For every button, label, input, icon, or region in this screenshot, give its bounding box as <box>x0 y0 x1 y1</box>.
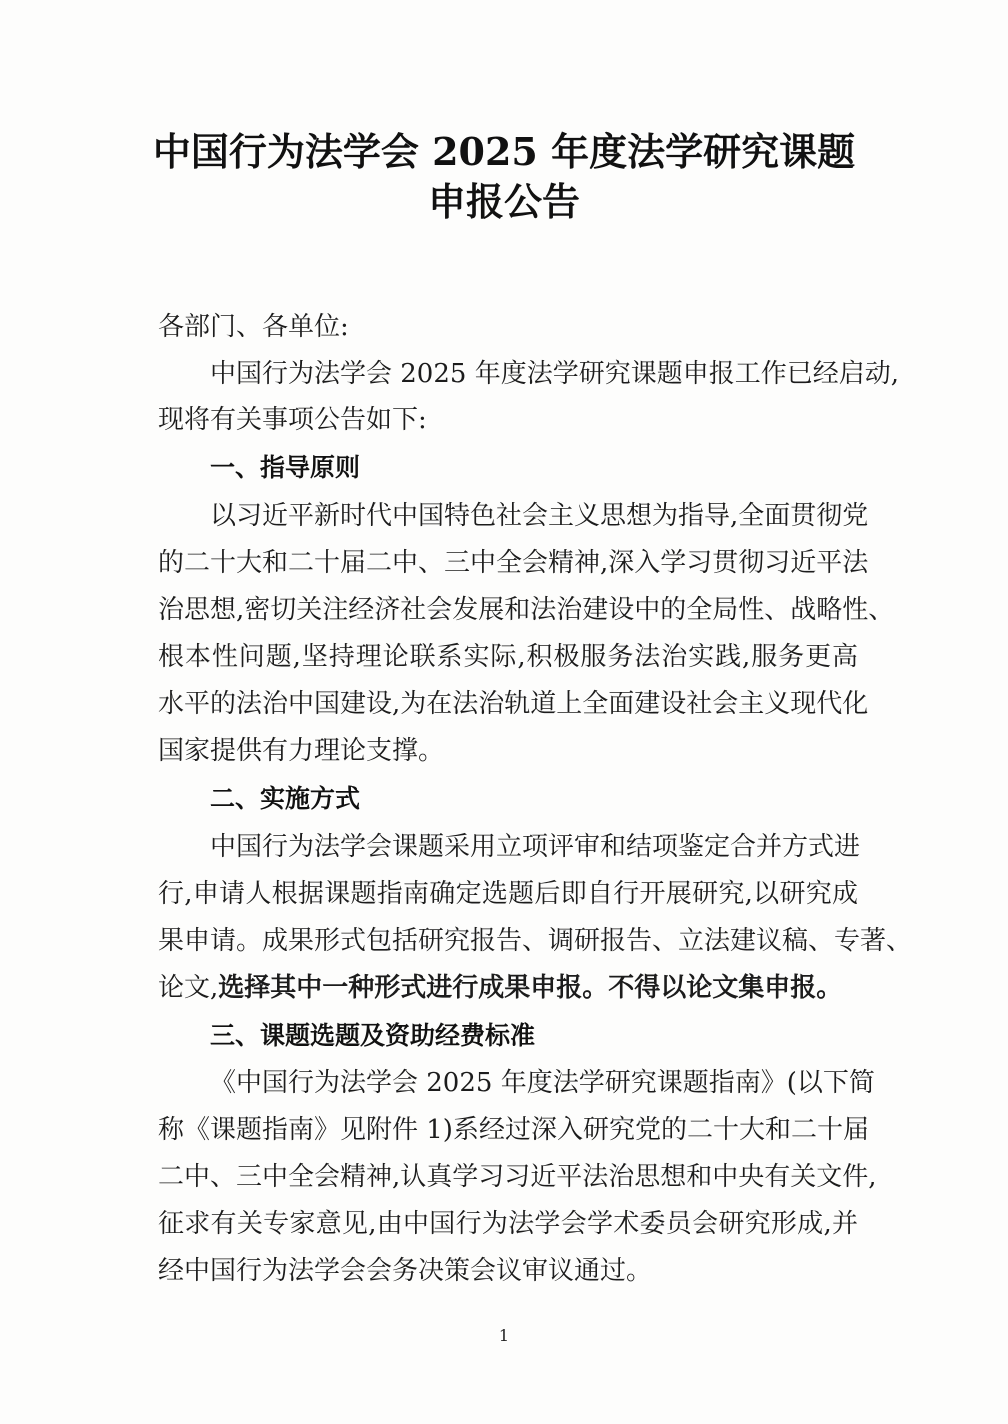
section1-heading: 一、指导原则 <box>210 453 361 482</box>
section1-line-6: 国家提供有力理论支撑。 <box>158 736 445 766</box>
salutation: 各部门、各单位: <box>158 312 349 342</box>
section3-line-1: 《中国行为法学会 2025 年度法学研究课题指南》(以下简 <box>210 1068 875 1098</box>
section1-line-3: 治思想,密切关注经济社会发展和法治建设中的全局性、战略性、 <box>158 595 895 625</box>
section2-line-4 <box>158 971 842 1005</box>
document-title-line2: 申报公告 <box>427 179 580 224</box>
section1-line-5: 水平的法治中国建设,为在法治轨道上全面建设社会主义现代化 <box>158 689 869 719</box>
section3-line-3: 二中、三中全会精神,认真学习习近平法治思想和中央有关文件, <box>158 1162 877 1192</box>
section1-line-4: 根本性问题,坚持理论联系实际,积极服务法治实践,服务更高 <box>158 642 858 672</box>
section2-bold-statement: 选择其中一种形式进行成果申报。不得以论文集申报。 <box>218 973 843 1003</box>
section2-line-3: 果申请。成果形式包括研究报告、调研报告、立法建议稿、专著、 <box>158 926 913 956</box>
section2-heading: 二、实施方式 <box>210 784 361 813</box>
document-title-line1: 中国行为法学会 2025 年度法学研究课题 <box>152 129 856 174</box>
section3-line-4: 征求有关专家意见,由中国行为法学会学术委员会研究形成,并 <box>158 1209 858 1239</box>
section1-line-2: 的二十大和二十届二中、三中全会精神,深入学习贯彻习近平法 <box>158 548 869 578</box>
section2-line-2: 行,申请人根据课题指南确定选题后即自行开展研究,以研究成 <box>158 879 858 909</box>
page-number: 1 <box>498 1326 510 1345</box>
section3-line-5: 经中国行为法学会会务决策会议审议通过。 <box>158 1256 653 1286</box>
section2-line-4-prefix: 论文, <box>158 973 219 1003</box>
section3-heading: 三、课题选题及资助经费标准 <box>210 1021 536 1050</box>
intro-line-2: 现将有关事项公告如下: <box>158 405 427 435</box>
section3-line-2: 称《课题指南》见附件 1)系经过深入研究党的二十大和二十届 <box>158 1115 869 1145</box>
section2-line-1: 中国行为法学会课题采用立项评审和结项鉴定合并方式进 <box>210 832 861 862</box>
section1-line-1: 以习近平新时代中国特色社会主义思想为指导,全面贯彻党 <box>210 501 869 531</box>
intro-line-1: 中国行为法学会 2025 年度法学研究课题申报工作已经启动, <box>210 359 899 389</box>
